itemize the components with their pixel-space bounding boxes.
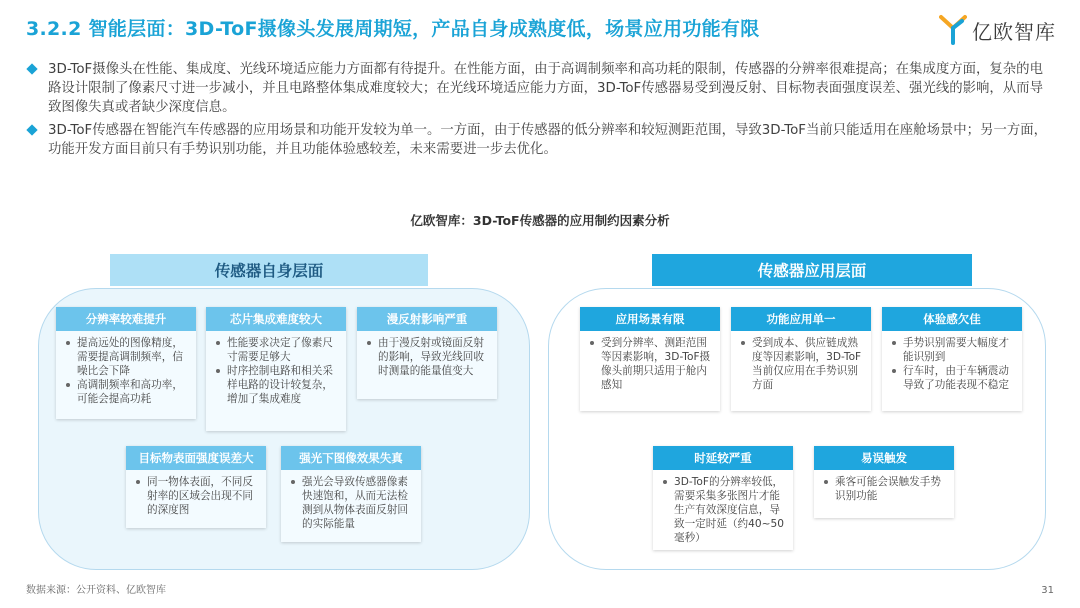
card-title: 易误触发 (814, 446, 954, 470)
page-title: 3.2.2 智能层面：3D-ToF摄像头发展周期短，产品自身成熟度低，场景应用功能有限 (26, 18, 760, 40)
summary-bullet: 3D-ToF传感器在智能汽车传感器的应用场景和功能开发较为单一。一方面，由于传感器的低分辨率和较短测距范围，导致3D-ToF当前只能适用在座舱场景中；另一方面，功能开发方面目前只有手势识别功能，并且功能体验感较差，未来需要进一步去优化。 (26, 121, 1056, 159)
card-single-function (731, 307, 871, 411)
card-surface-intensity-error (126, 446, 266, 528)
card-strong-light-distortion (281, 446, 421, 542)
summary-bullet: 3D-ToF摄像头在性能、集成度、光线环境适应能力方面都有待提升。在性能方面，由于高调制频率和高功耗的限制，传感器的分辨率很难提高；在集成度方面，复杂的电路设计限制了像素尺寸进一步减小，并且电路整体集成难度较大；在光线环境适应能力方面，3D-ToF传感器易受到漫反射、目标物表面强度误差、强光线的影响，从而导致图像失真或者缺少深度信息。 (26, 60, 1056, 117)
card-item: 高调制频率和高功率，可能会提高功耗 (66, 378, 188, 406)
card-title: 应用场景有限 (580, 307, 720, 331)
logo (939, 14, 1056, 46)
summary-bullets (26, 60, 1056, 163)
card-latency (653, 446, 793, 550)
card-item: 行车时，由于车辆震动导致了功能表现不稳定 (892, 364, 1014, 392)
card-item: 提高远处的图像精度，需要提高调制频率，信噪比会下降 (66, 336, 188, 378)
card-poor-experience (882, 307, 1022, 411)
card-resolution (56, 307, 196, 419)
card-item: 时序控制电路和相关采样电路的设计较复杂，增加了集成难度 (216, 364, 338, 406)
data-source: 数据来源：公开资料、亿欧智库 (26, 585, 166, 596)
card-item: 3D-ToF的分辨率较低，需要采集多张图片才能生产有效深度信息，导致一定时延（约40~50毫秒） (663, 475, 785, 545)
right-panel-header: 传感器应用层面 (652, 254, 972, 286)
card-title: 芯片集成难度较大 (206, 307, 346, 331)
card-item: 手势识别需要大幅度才能识别到 (892, 336, 1014, 364)
logo-icon (939, 14, 967, 46)
card-diffuse-reflection (357, 307, 497, 399)
card-item: 强光会导致传感器像素快速饱和，从而无法检测到从物体表面反射回的实际能量 (291, 475, 413, 531)
card-item: 性能要求决定了像素尺寸需要足够大 (216, 336, 338, 364)
card-item: 乘客可能会误触发手势识别功能 (824, 475, 946, 503)
card-title: 目标物表面强度误差大 (126, 446, 266, 470)
left-panel-header: 传感器自身层面 (110, 254, 428, 286)
card-title: 体验感欠佳 (882, 307, 1022, 331)
page-number: 31 (1041, 585, 1054, 596)
card-chip-integration (206, 307, 346, 431)
card-title: 时延较严重 (653, 446, 793, 470)
card-item: 受到成本、供应链成熟度等因素影响，3D-ToF当前仅应用在手势识别方面 (741, 336, 863, 392)
card-title: 分辨率较难提升 (56, 307, 196, 331)
card-title: 漫反射影响严重 (357, 307, 497, 331)
card-title: 功能应用单一 (731, 307, 871, 331)
figure-title: 亿欧智库：3D-ToF传感器的应用制约因素分析 (410, 213, 670, 228)
logo-text: 亿欧智库 (972, 19, 1056, 44)
card-item: 由于漫反射或镜面反射的影响，导致光线回收时测量的能量值变大 (367, 336, 489, 378)
card-false-trigger (814, 446, 954, 518)
card-item: 受到分辨率、测距范围等因素影响，3D-ToF摄像头前期只适用于舱内感知 (590, 336, 712, 392)
card-limited-scenarios (580, 307, 720, 411)
card-item: 同一物体表面，不同反射率的区域会出现不同的深度图 (136, 475, 258, 517)
card-title: 强光下图像效果失真 (281, 446, 421, 470)
